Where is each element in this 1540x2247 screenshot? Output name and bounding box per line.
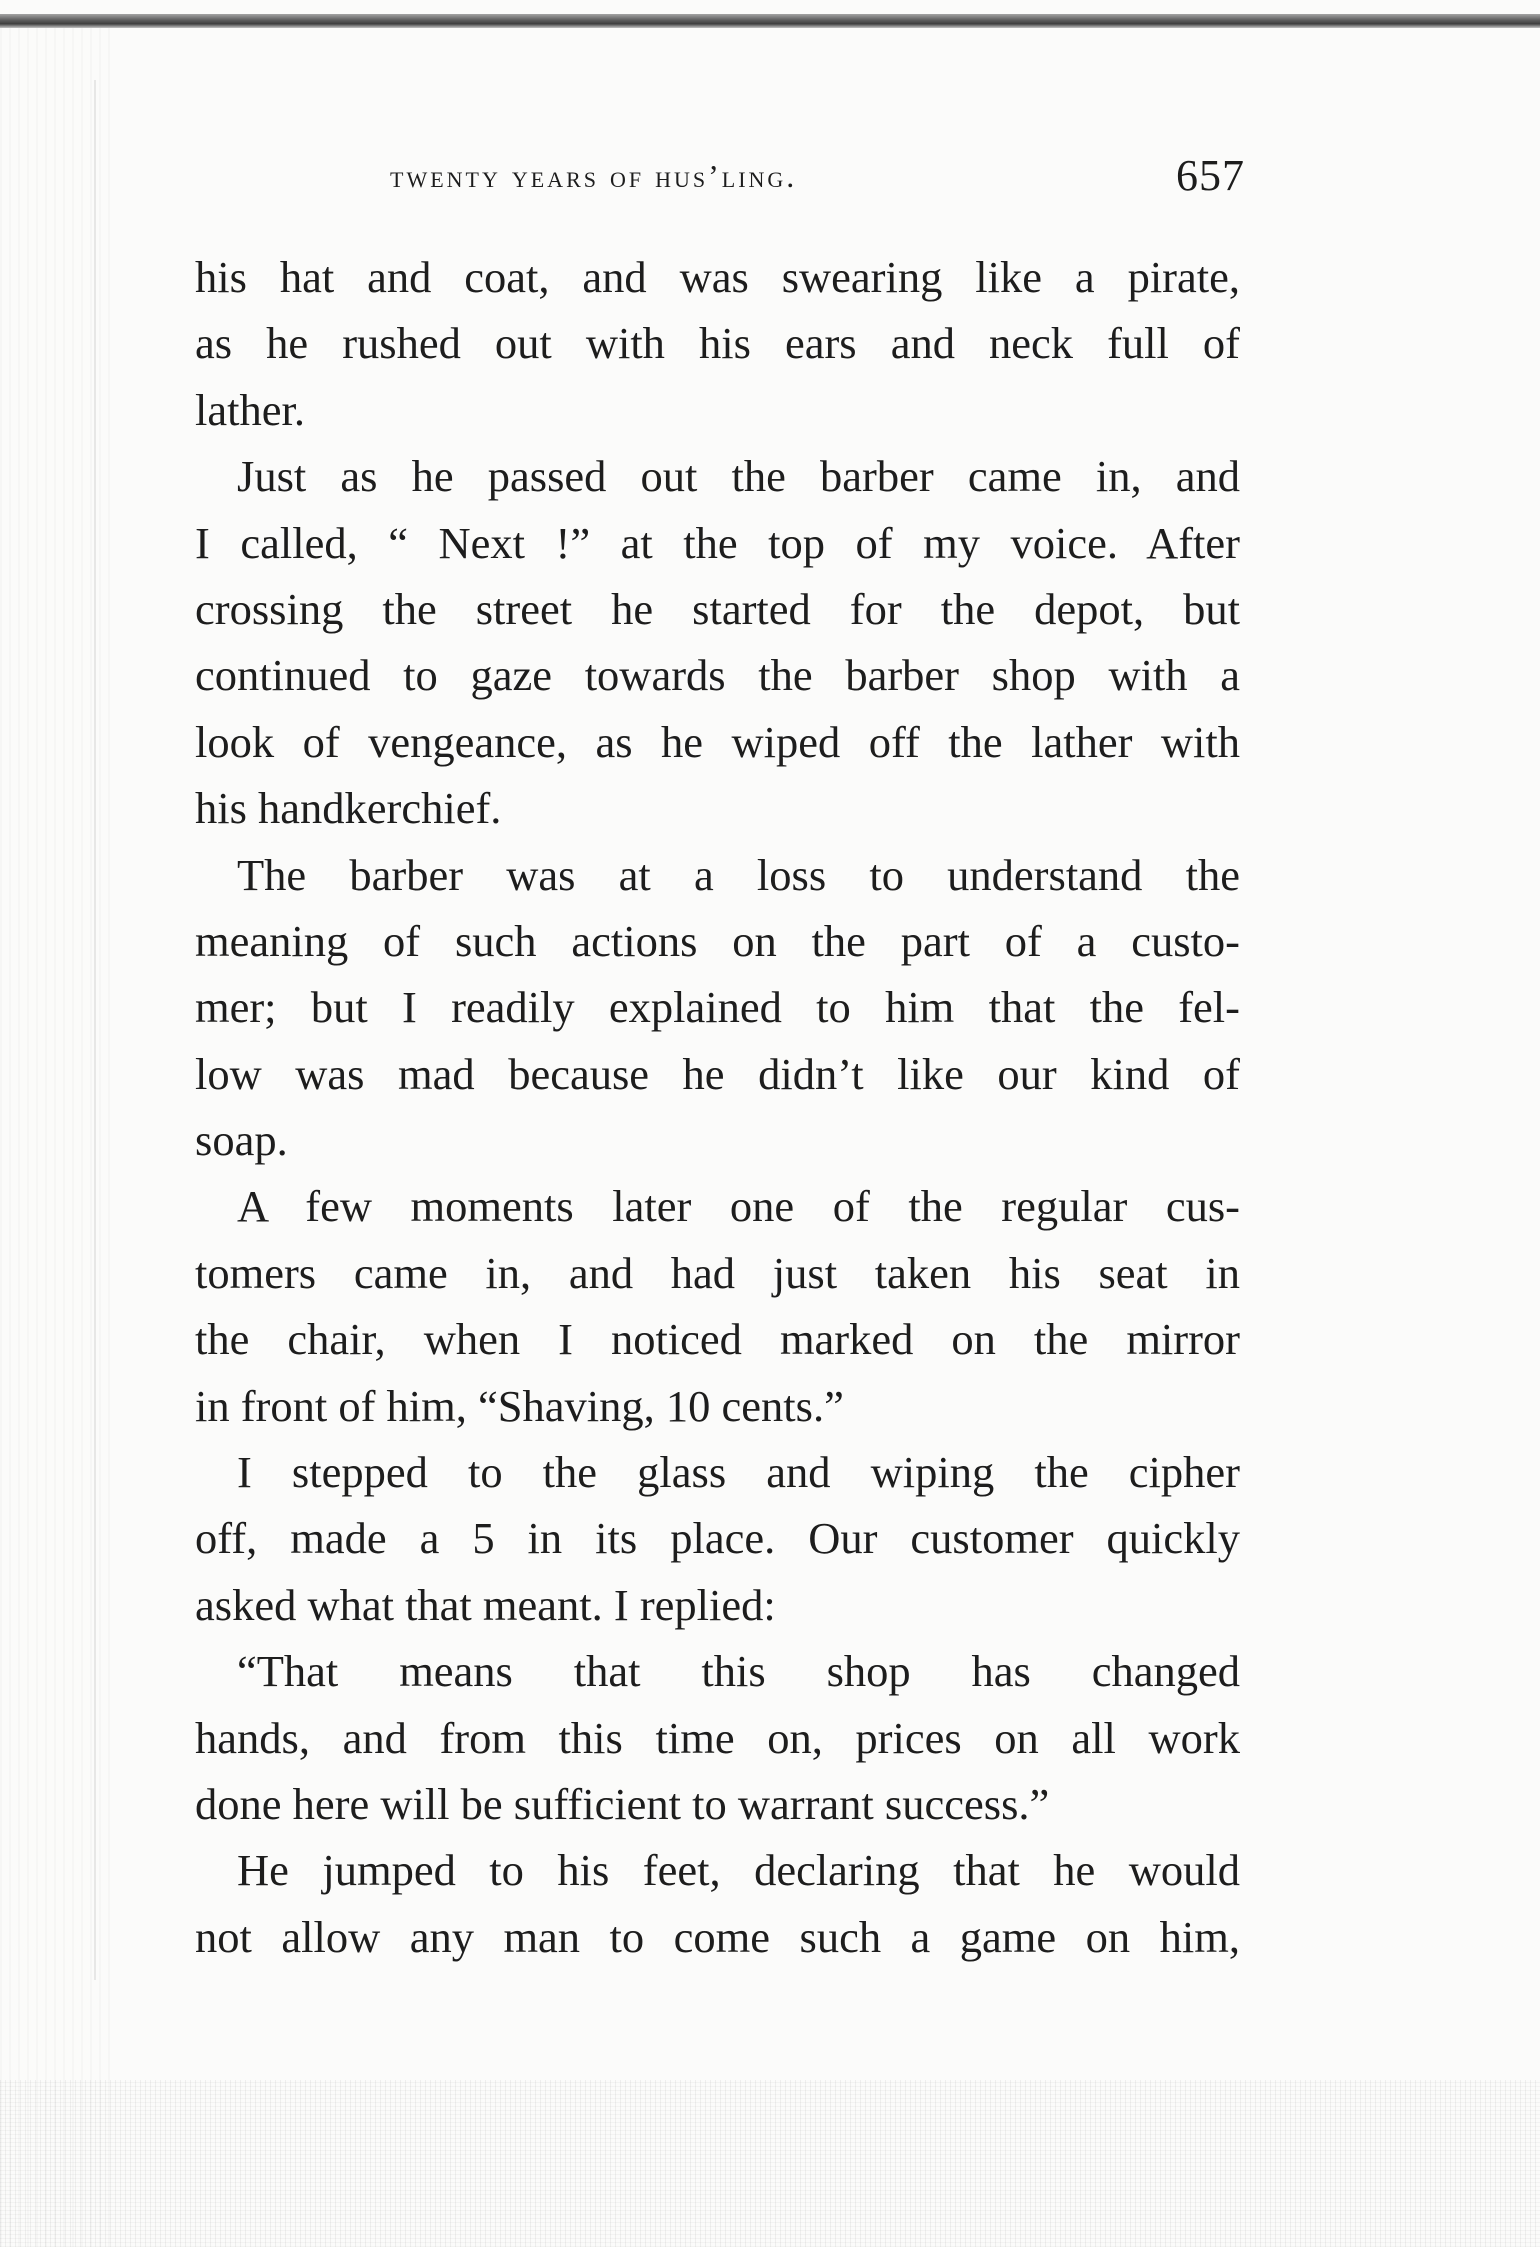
text-line: not allow any man to come such a game on him, xyxy=(195,1911,1240,1962)
running-head xyxy=(195,150,1245,210)
text-line: as he rushed out with his ears and neck full of xyxy=(195,318,1240,369)
text-line: A few moments later one of the regular cus- xyxy=(237,1181,1240,1232)
text-line: done here will be sufficient to warrant success.” xyxy=(195,1778,1050,1829)
text-line: in front of him, “Shaving, 10 cents.” xyxy=(195,1380,844,1431)
running-title: twenty years of hus’ling. xyxy=(390,158,798,194)
text-line: his hat and coat, and was swearing like a pirate, xyxy=(195,252,1240,302)
page-number: 657 xyxy=(1176,151,1245,200)
text-line: I called, “ Next !” at the top of my voice. After xyxy=(195,517,1240,568)
text-line: soap. xyxy=(195,1115,288,1166)
text-line: off, made a 5 in its place. Our customer quickly xyxy=(195,1513,1240,1564)
text-line: Just as he passed out the barber came in, and xyxy=(237,451,1240,502)
text-line: meaning of such actions on the part of a custo- xyxy=(195,915,1240,966)
text-line: “That means that this shop has changed xyxy=(237,1646,1240,1697)
page-fold-line xyxy=(94,80,96,1980)
text-line: his handkerchief. xyxy=(195,783,502,834)
text-line: lather. xyxy=(195,384,305,435)
text-line: crossing the street he started for the depot, but xyxy=(195,583,1240,634)
text-line: hands, and from this time on, prices on all work xyxy=(195,1712,1240,1763)
text-line: the chair, when I noticed marked on the mirror xyxy=(195,1314,1240,1365)
text-line: asked what that meant. I replied: xyxy=(195,1579,776,1630)
page-top-edge xyxy=(0,14,1540,28)
page-bottom-texture xyxy=(0,2080,1540,2247)
text-line: tomers came in, and had just taken his seat in xyxy=(195,1247,1240,1298)
text-line: look of vengeance, as he wiped off the lather with xyxy=(195,716,1240,767)
text-line: I stepped to the glass and wiping the cipher xyxy=(237,1447,1240,1498)
body-text xyxy=(195,244,1240,1970)
text-line: continued to gaze towards the barber shop with a xyxy=(195,650,1240,701)
text-line: The barber was at a loss to understand the xyxy=(237,849,1240,900)
text-line: low was mad because he didn’t like our kind of xyxy=(195,1048,1240,1099)
text-line: He jumped to his feet, declaring that he would xyxy=(237,1845,1240,1896)
text-line: mer; but I readily explained to him that the fel- xyxy=(195,982,1240,1033)
